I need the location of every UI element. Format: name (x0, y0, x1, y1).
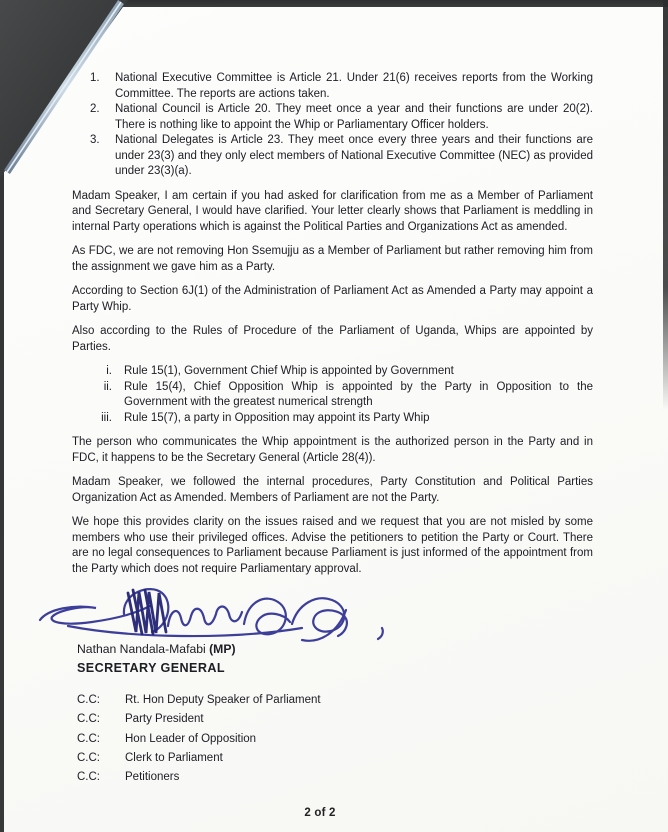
list-item-number: i. (106, 365, 112, 377)
list-item-number: 2. (90, 103, 100, 115)
cc-row (77, 691, 593, 710)
cc-row (77, 730, 593, 749)
cc-row (77, 710, 593, 729)
cc-row (77, 768, 593, 787)
list-item (90, 102, 593, 133)
list-item (86, 364, 593, 380)
list-item-number: ii. (103, 380, 112, 393)
photo-edge-left (0, 150, 4, 832)
list-item (86, 411, 593, 427)
cc-label: C.C: (77, 694, 100, 706)
cc-value: Rt. Hon Deputy Speaker of Parliament (125, 694, 321, 706)
cc-label: C.C: (77, 732, 100, 745)
page-number: 2 of 2 (304, 807, 336, 819)
paragraph-whip-communication: The person who communicates the Whip appointment is the authorized person in the Party and in FDC, it happens to be the Secretary General (Article 28(4)). (72, 436, 593, 464)
cc-label: C.C: (77, 751, 100, 764)
signer-name: Nathan Nandala-Mafabi (77, 642, 206, 656)
paragraph-madam-speaker-clarification: Madam Speaker, I am certain if you had asked for clarification from me as a Member of Parliament and Secretary General, I would have clarified. Your letter clearly shows that Parliament is meddling in internal Party operations which is against the Political Parties and Organizations Act as amended. (72, 189, 593, 233)
numbered-list (90, 71, 593, 180)
signature-scribble (34, 580, 396, 654)
cc-row (77, 749, 593, 768)
letter-body (72, 71, 593, 787)
cc-value: Party President (125, 713, 204, 726)
signer-name-suffix: (MP) (209, 642, 236, 656)
signature-area (72, 586, 593, 642)
cc-label: C.C: (77, 771, 100, 784)
list-item-text: Rule 15(1), Government Chief Whip is appointed by Government (124, 365, 454, 377)
list-item-number: 1. (90, 72, 100, 84)
paragraph-rules-of-procedure: Also according to the Rules of Procedure of the Parliament of Uganda, Whips are appointed by Parties. (72, 325, 593, 353)
list-item (90, 133, 593, 180)
cc-label: C.C: (77, 713, 100, 726)
list-item-text: National Delegates is Article 23. They meet once every three years and their functions are under 23(3) and they only elect members of National Executive Committee (NEC) as provided under 23(3)(a). (115, 134, 593, 177)
list-item-number: iii. (101, 411, 112, 424)
list-item (86, 380, 593, 411)
list-item-number: 3. (90, 134, 100, 146)
list-item-text: Rule 15(4), Chief Opposition Whip is appointed by the Party in Opposition to the Government with the greatest numerical strength (124, 380, 593, 408)
list-item-text: Rule 15(7), a party in Opposition may appoint its Party Whip (124, 411, 430, 424)
paragraph-internal-procedures: Madam Speaker, we followed the internal procedures, Party Constitution and Political Parties Organization Act as Amended. Members of Parliament are not the Party. (72, 476, 593, 504)
photo-edge-right (663, 0, 668, 410)
cc-value: Petitioners (125, 771, 180, 784)
cc-value: Clerk to Parliament (125, 751, 223, 764)
paragraph-administration-act: According to Section 6J(1) of the Administration of Parliament Act as Amended a Party may appoint a Party Whip. (72, 285, 593, 313)
paragraph-fdc-removal: As FDC, we are not removing Hon Ssemujju as a Member of Parliament but rather removing him from the assignment we gave him as a Party. (72, 245, 593, 273)
list-item-text: National Executive Committee is Article 21. Under 21(6) receives reports from the Working Committee. The reports are actions taken. (115, 72, 593, 100)
paragraph-closing: We hope this provides clarity on the issues raised and we request that you are not misled by some members who use their privileged offices. Advise the petitioners to petition the Party or Court. There are no legal consequences to Parliament because Parliament is just informed of the appointment from the Party which does not require Parliamentary approval. (72, 516, 593, 575)
roman-list (86, 364, 593, 426)
signer-title: SECRETARY GENERAL (77, 660, 225, 675)
cc-value: Hon Leader of Opposition (125, 732, 257, 745)
cc-list (72, 691, 593, 787)
list-item (90, 71, 593, 102)
list-item-text: National Council is Article 20. They meet once a year and their functions are under 20(2). There is nothing like to appoint the Whip or Parliamentary Officer holders. (115, 103, 593, 131)
